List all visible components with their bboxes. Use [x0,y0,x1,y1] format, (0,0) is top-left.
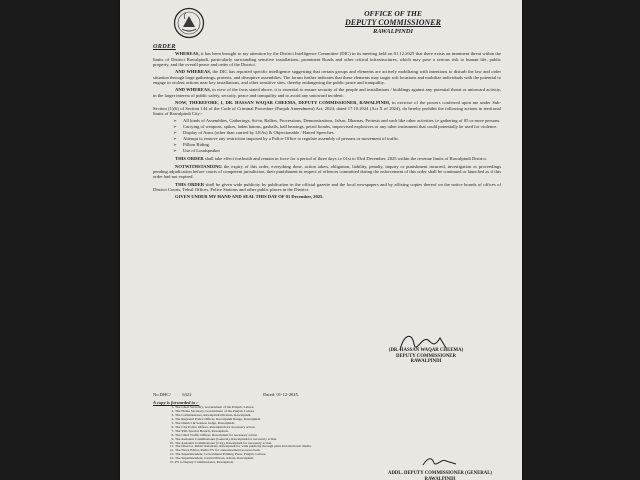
government-emblem-icon [173,7,205,39]
paragraph-4 [153,100,501,116]
signatory-title: DEPUTY COMMISSIONER [396,353,456,359]
list-item: 1. The Chief Secretary, Government of the Punjab, Lahore. [175,406,493,410]
signature-icon [394,330,454,356]
para-5-text: shall take effect forthwith and remain in force for a period of three days i.e 01st to 03rd December, 2025 within the revenue limits of Rawalpindi District. [204,156,487,162]
list-item: 3. The Commissioner, Rawalpindi Division, Rawalpindi. [175,414,493,418]
reference-date: Dated: 01-12-2025. [263,392,300,397]
list-item: ➢ Attempt to remove any restriction imposed by a Police Office to regulate assembly of persons or movement of traffic. [183,136,501,141]
list-item: ➢ All kinds of Assemblies, Gatherings, Sit-in, Rallies, Processions, Demonstrations, Jalsas, Dharnas, Protests and such like other activities i.e gathering of 05 or more persons. [183,118,501,123]
paragraph-7 [153,182,501,193]
para-4-lead: NOW, THEREFORE, I, DR. HASSAN WAQAR CHEEMA, DEPUTY COMMISSIONER, RAWALPINDI, [175,100,391,106]
signatory-city: RAWALPINDI [410,359,442,365]
signature-block [356,348,496,365]
para-7-text: shall be given wide publicity by publication in the official gazette and the local newspapers and by affixing copies thereof on the notice boards of offices of District Courts, Tehsil Offices, Police Stations and other public places in the District. [153,181,502,192]
list-item: 14. The Superintendent, Central Prison, Adiala, Rawalpindi. [175,457,493,461]
second-signatory-title: ADDL. DEPUTY COMMISSIONER (GENERAL) [387,471,493,477]
list-item: 13. The Superintendent, Government Printing Press, Punjab, Lahore. [175,453,493,457]
office-city: RAWALPINDI [372,28,414,35]
reference-number-label: No.DHC/ [153,392,171,397]
second-signature-block [370,455,510,480]
list-item: 2. The Home Secretary, Government of the Punjab, Lahore. [175,410,493,414]
list-item: 8. The Chief Traffic Officer, Rawalpindi for necessary action. [175,434,493,438]
para-4-text: in exercise of the powers conferred upon me under Sub-Section (1)(6) of Section 144 of the Code of Criminal Procedure (Punjab Amendment) Act, 2024, dated 17.10.2024 (Act X of 2024), do hereby prohibit the following actions in territorial limits of Rawalpindi City:- [153,100,502,116]
list-item: 5. The District & Session Judge, Rawalpindi. [175,422,493,426]
list-item: ➢ Carrying of weapons, spikes, laden batons, gasballs, ball bearings, petrol bombs, improvised explosives or any other instrument that could potentially be used for violence. [183,124,501,129]
list-item: ➢ Pillion Riding. [183,142,501,147]
reference-number: 6322 [182,392,192,397]
para-1-text: it has been brought to my attention by the District Intelligence Committee (DIC) in its meeting held on 01.12.2025 that there exists an imminent threat within the limits of District Rawalpindi, particularly surrounding sensitive installations, prominent Roads and other critical infrastructures, which may pose a serious risk to human life, public property, and the overall peace and order of the District. [153,51,501,67]
prohibited-actions-list [153,118,501,153]
second-signatory-city: RAWALPINDI [424,476,456,480]
order-document [120,0,522,480]
para-7-lead: THIS ORDER [175,181,205,187]
paragraph-3 [153,87,501,98]
para-3-text: in view of the facts stated above, it is essential to ensure security of the people and installations / buildings against any potential threat or untoward activity, in the larger interest of public safety, security, peace and tranquility and to avoid any untoward incident. [153,87,501,98]
para-2-lead: AND WHEREAS, [175,69,211,75]
para-1-lead: WHEREAS, [175,51,200,57]
para-6-lead: NOTWITHSTANDING [175,163,222,169]
para-3-lead: AND WHEREAS, [175,87,211,93]
paragraph-6 [153,164,501,180]
second-signature-icon [420,455,460,469]
list-item: 9. The Assistant Commissioner (General), Rawalpindi for necessary action. [175,438,493,442]
copy-heading: A copy is forwarded to :- [153,400,200,406]
list-item: 15. PS to Deputy Commissioner, Rawalpindi. [175,461,493,465]
reference-line [153,392,493,397]
para-6-text: the expiry of this order, everything done, action taken, obligation, liability, penalty, inquiry or punishment incurred, investigation or proceedings pending adjudication before courts of competent jurisdiction, their punishment in respect of offences committed during the enforcement of this order shall be continued or launched as if this order had not expired. [153,163,501,180]
list-item: 6. The City Police Officer, Rawalpindi for necessary action. [175,426,493,430]
list-item: ➢ Use of Loudspeaker [183,148,501,153]
office-line: OFFICE OF THE [364,9,422,18]
paragraph-2 [153,69,501,85]
order-heading: ORDER [153,43,176,50]
office-title: DEPUTY COMMISSIONER [345,18,441,27]
list-item: 12. The News Editor, Radio/TV for announcement as news item. [175,449,493,453]
paragraph-1 [153,51,501,67]
list-item: 4. The Regional Police Officer, Rawalpindi Range, Rawalpindi. [175,418,493,422]
order-body [153,44,501,204]
para-5-lead: THIS ORDER [175,156,204,162]
given-under-hand-line: GIVEN UNDER MY HAND AND SEAL THIS DAY OF 01 December, 2025. [175,194,324,200]
paragraph-5 [153,156,501,161]
list-item: 11. The Director, Public Relations, Rawalpindi for wide publicity through print and electronic media. [175,445,493,449]
list-item: 7. The SSP, Special Branch, Rawalpindi. [175,430,493,434]
list-item: 10. The Assistant Commissioner (City), Rawalpindi for necessary action. [175,442,493,446]
para-2-text: the DIC has reported specific intelligence suggesting that certain groups and elements are actively mobilizing with intentions to disturb the law and order situation through large gatherings, protests, and disruptive assemblies. The forum further indicates that these elements may target soft locations and mobilize individuals with the potential to engage in violent actions near key installations, and other sensitive sites, thereby endangering the public peace and tranquility. [153,69,501,85]
signatory-name: (DR. HASSAN WAQAR CHEEMA) [388,348,464,353]
list-item: ➢ Display of Arms (other than carried by LEAs) & Objectionable / Hatred Speeches. [183,130,501,135]
office-header [308,9,478,35]
